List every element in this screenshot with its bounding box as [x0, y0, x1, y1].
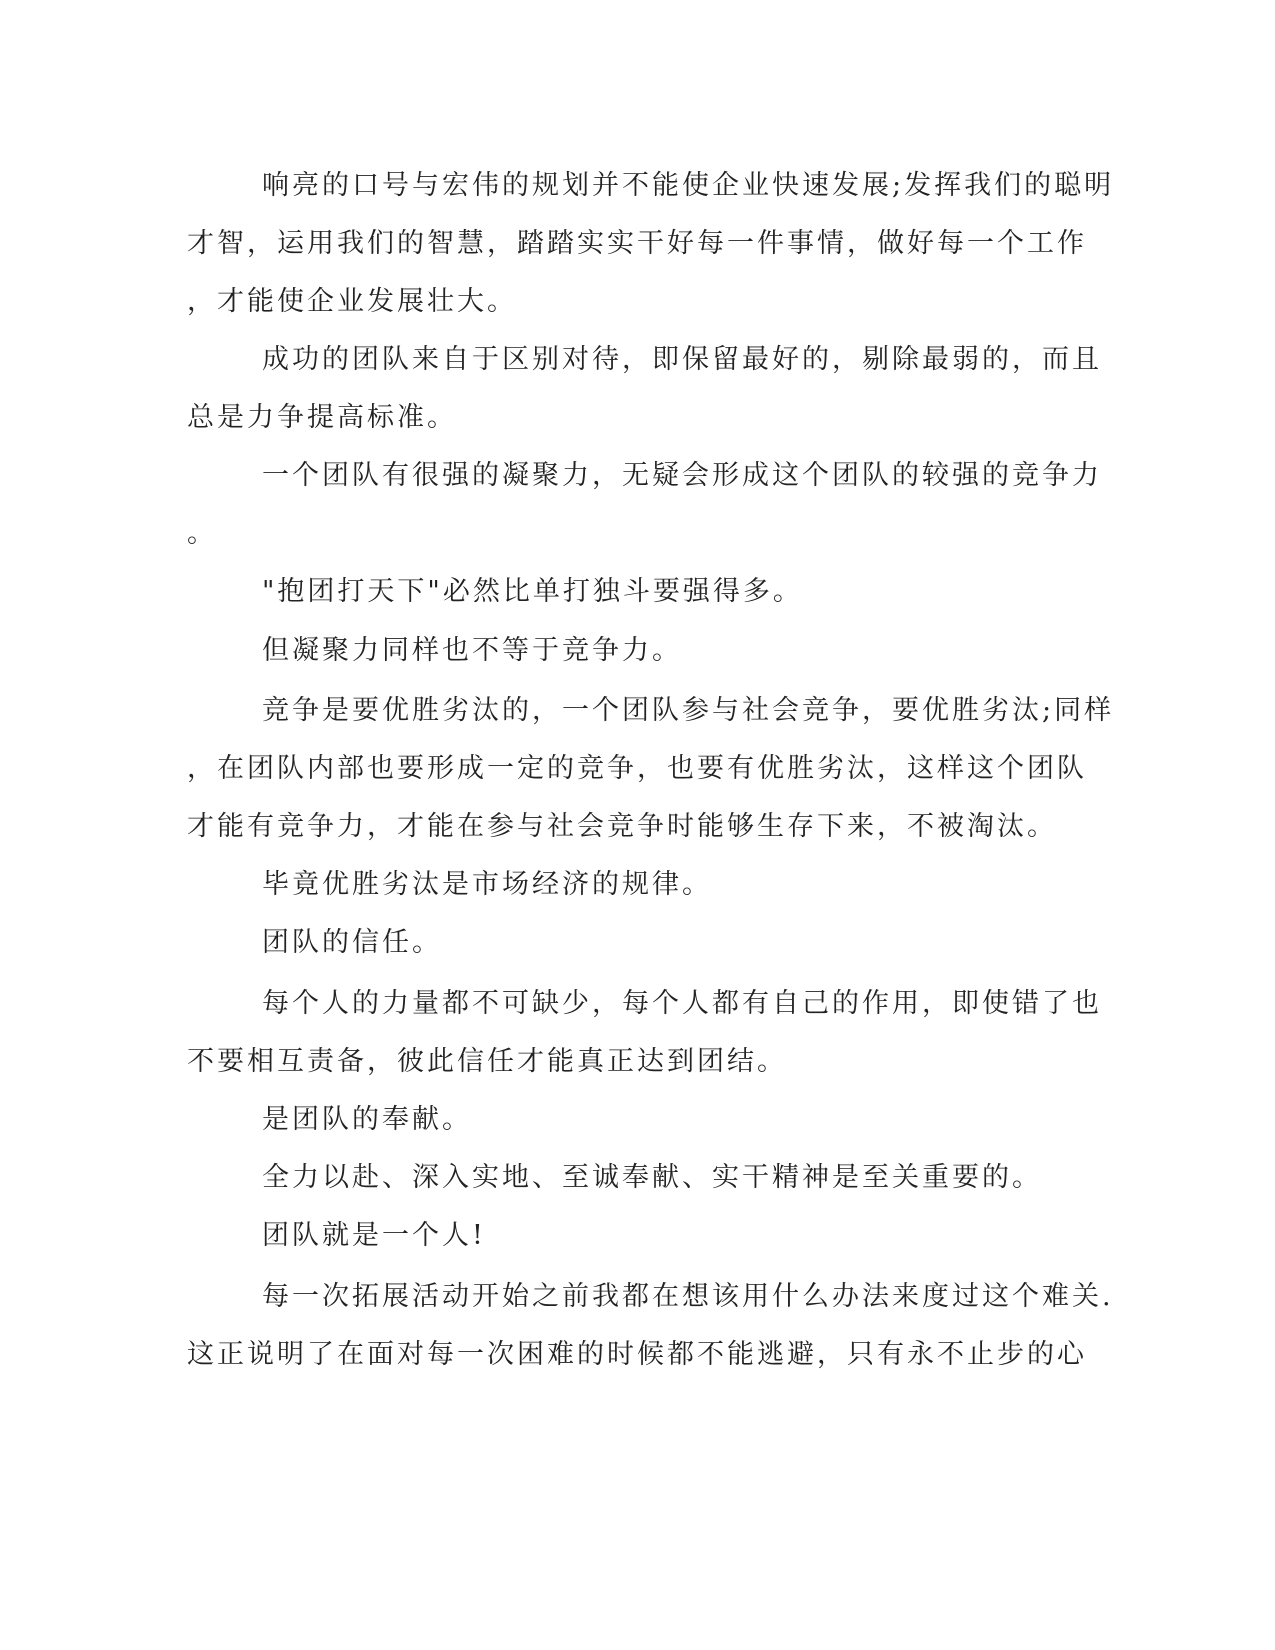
- text-line: 团队的信任。: [262, 927, 442, 958]
- text-line: 全力以赴、深入实地、至诚奉献、实干精神是至关重要的。: [262, 1162, 1042, 1193]
- text-line: 竞争是要优胜劣汰的，一个团队参与社会竞争，要优胜劣汰;同样: [262, 695, 1115, 726]
- text-line: ，在团队内部也要形成一定的竞争，也要有优胜劣汰，这样这个团队: [187, 753, 1087, 784]
- text-line: 响亮的口号与宏伟的规划并不能使企业快速发展;发挥我们的聪明: [262, 170, 1115, 201]
- text-line: 一个团队有很强的凝聚力，无疑会形成这个团队的较强的竞争力: [262, 460, 1102, 491]
- text-line: 这正说明了在面对每一次困难的时候都不能逃避，只有永不止步的心: [187, 1339, 1087, 1370]
- text-line: "抱团打天下"必然比单打独斗要强得多。: [262, 576, 803, 607]
- text-line: 每个人的力量都不可缺少，每个人都有自己的作用，即使错了也: [262, 988, 1102, 1019]
- text-line: 每一次拓展活动开始之前我都在想该用什么办法来度过这个难关.: [262, 1281, 1114, 1312]
- text-line: 团队就是一个人!: [262, 1220, 486, 1251]
- text-line: 不要相互责备，彼此信任才能真正达到团结。: [187, 1046, 787, 1077]
- text-line: 但凝聚力同样也不等于竞争力。: [262, 635, 682, 666]
- text-line: ，才能使企业发展壮大。: [187, 286, 517, 317]
- text-line: 才能有竞争力，才能在参与社会竞争时能够生存下来，不被淘汰。: [187, 811, 1057, 842]
- text-line: 总是力争提高标准。: [187, 402, 457, 433]
- text-line: 。: [187, 518, 217, 549]
- text-line: 才智，运用我们的智慧，踏踏实实干好每一件事情，做好每一个工作: [187, 228, 1087, 259]
- text-line: 毕竟优胜劣汰是市场经济的规律。: [262, 869, 712, 900]
- text-line: 成功的团队来自于区别对待，即保留最好的，剔除最弱的，而且: [262, 344, 1102, 375]
- text-line: 是团队的奉献。: [262, 1104, 472, 1135]
